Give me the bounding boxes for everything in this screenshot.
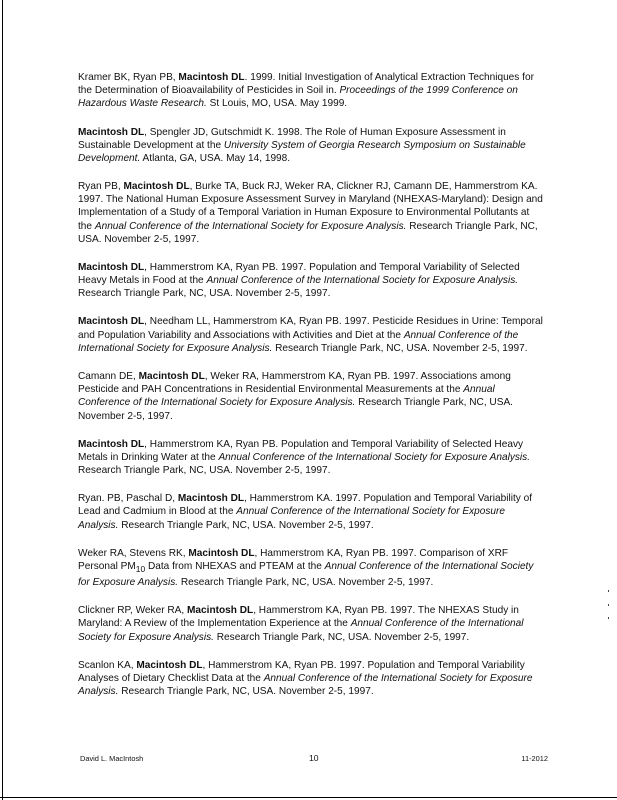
- reference-entry: [78, 547, 546, 590]
- reference-text: , Weker RA, Hammerstrom KA, Ryan PB. 1997. Associations among Pesticide and PAH Concentrations in Residential Environmental Measurements at the: [78, 370, 511, 396]
- reference-text: , Hammerstrom KA. 1997. Population and Temporal Variability of Lead and Cadmium in Blood at the: [78, 493, 533, 518]
- reference-entry: [78, 126, 546, 166]
- reference-entry: [78, 492, 546, 532]
- reference-text: Research Triangle Park, NC, USA. November 2-5, 1997.: [118, 519, 374, 531]
- author-highlight: Macintosh DL: [188, 547, 255, 559]
- venue-title: Proceedings of the 1999 Conference on Hazardous Waste Research.: [78, 85, 518, 110]
- reference-text: , Spengler JD, Gutschmidt K. 1998. The Role of Human Exposure Assessment in Sustainable Development at the: [78, 126, 506, 151]
- venue-title: Annual Conference of the International Society for Exposure Analysis.: [78, 560, 534, 589]
- reference-entry: [78, 315, 546, 355]
- reference-text: Clickner RP, Weker RA,: [78, 605, 188, 617]
- reference-text: , Burke TA, Buck RJ, Weker RA, Clickner RJ, Camann DE, Hammerstrom KA. 1997. The National Human Exposure Assessment Survey in Maryland (NHEXAS-Maryland): Design and Implementation of a Study of a Temporal Variation in Human Exposure to Environmental Pollutants at the: [78, 181, 543, 232]
- reference-text: Research Triangle Park, NC, USA. November 2-5, 1997.: [78, 397, 513, 422]
- venue-title: Annual Conference of the International Society for Exposure Analysis.: [78, 329, 519, 354]
- page-bottom-edge: [0, 797, 617, 798]
- footer-page-number: 10: [309, 753, 319, 763]
- page-left-edge: [2, 0, 3, 800]
- author-highlight: Macintosh DL: [78, 261, 145, 273]
- author-highlight: Macintosh DL: [78, 316, 145, 328]
- reference-text: Weker RA, Stevens RK,: [78, 547, 189, 559]
- reference-entry: [78, 370, 546, 423]
- reference-text: Research Triangle Park, NC, USA. November 2-5, 1997.: [78, 465, 331, 477]
- reference-text: , Hammerstrom KA, Ryan PB. 1997. The NHEXAS Study in Maryland: A Review of the Implementation Experience at the: [78, 605, 519, 630]
- author-highlight: Macintosh DL: [136, 659, 203, 671]
- reference-text: Data from NHEXAS and PTEAM at the: [145, 560, 325, 572]
- reference-entry: [78, 438, 546, 478]
- reference-text: Kramer BK, Ryan PB,: [78, 72, 179, 83]
- author-highlight: Macintosh DL: [78, 126, 145, 138]
- reference-text: , Hammerstrom KA, Ryan PB. Population and Temporal Variability of Selected Heavy Metals in Drinking Water at the: [78, 438, 524, 463]
- reference-list: [78, 71, 546, 713]
- reference-entry: [78, 180, 546, 246]
- venue-title: Annual Conference of the International Society for Exposure Analysis.: [78, 618, 524, 643]
- reference-entry: [78, 604, 546, 644]
- venue-title: University System of Georgia Research Symposium on Sustainable Development.: [78, 139, 526, 164]
- author-highlight: Macintosh DL: [78, 438, 145, 450]
- footer-date: 11-2012: [521, 754, 548, 763]
- venue-title: Annual Conference of the International Society for Exposure Analysis.: [206, 275, 519, 287]
- reference-text: Research Triangle Park, NC, USA. November 2-5, 1997.: [78, 220, 538, 245]
- reference-text: Ryan. PB, Paschal D,: [78, 493, 178, 505]
- reference-text: Research Triangle Park, NC, USA. November 2-5, 1997.: [178, 577, 434, 589]
- venue-title: Annual Conference of the International Society for Exposure Analysis.: [218, 451, 531, 463]
- reference-text: , Hammerstrom KA, Ryan PB. 1997. Population and Temporal Variability of Selected Heavy Metals in Food at the: [78, 261, 520, 287]
- reference-text: St Louis, MO, USA. May 1999.: [206, 98, 348, 110]
- footer-author: David L. MacIntosh: [80, 754, 144, 763]
- reference-entry: [78, 71, 546, 111]
- author-highlight: Macintosh DL: [138, 370, 205, 382]
- author-highlight: Macintosh DL: [123, 181, 190, 192]
- scan-artifact: [608, 617, 609, 619]
- venue-title: Annual Conference of the International Society for Exposure Analysis.: [94, 220, 407, 232]
- reference-entry: [78, 261, 546, 301]
- reference-text: Scanlon KA,: [78, 659, 137, 671]
- reference-text: Research Triangle Park, NC, USA. November 2-5, 1997.: [272, 342, 528, 354]
- venue-title: Annual Conference of the International Society for Exposure Analysis.: [78, 672, 533, 698]
- reference-text: , Needham LL, Hammerstrom KA, Ryan PB. 1997. Pesticide Residues in Urine: Temporal and Population Variability and Associations with Activities and Diet at the: [78, 316, 543, 341]
- venue-title: Annual Conference of the International Society for Exposure Analysis.: [78, 384, 495, 409]
- reference-text: . 1999. Initial Investigation of Analytical Extraction Techniques for the Determination of Bioavailability of Pesticides in Soil in.: [78, 72, 534, 97]
- reference-text: Research Triangle Park, NC, USA. November 2-5, 1997.: [118, 686, 374, 698]
- venue-title: Annual Conference of the International Society for Exposure Analysis.: [78, 506, 506, 531]
- author-highlight: Macintosh DL: [187, 605, 254, 617]
- author-highlight: Macintosh DL: [178, 72, 245, 83]
- author-highlight: Macintosh DL: [177, 493, 245, 505]
- reference-text: , Hammerstrom KA, Ryan PB. 1997. Population and Temporal Variability Analyses of Dietary Checklist Data at the: [78, 659, 525, 684]
- reference-text: Ryan PB,: [78, 181, 124, 192]
- scan-artifact: [608, 590, 609, 592]
- reference-text: Research Triangle Park, NC, USA. November 2-5, 1997.: [78, 288, 331, 300]
- reference-text: Camann DE,: [78, 370, 139, 382]
- reference-text: Research Triangle Park, NC, USA. November 2-5, 1997.: [213, 631, 470, 643]
- reference-text: Atlanta, GA, USA. May 14, 1998.: [140, 152, 291, 164]
- reference-text: , Hammerstrom KA, Ryan PB. 1997. Comparison of XRF Personal PM: [78, 547, 509, 572]
- subscript: 10: [135, 563, 146, 574]
- scan-artifact: [608, 604, 609, 606]
- reference-entry: [78, 659, 546, 699]
